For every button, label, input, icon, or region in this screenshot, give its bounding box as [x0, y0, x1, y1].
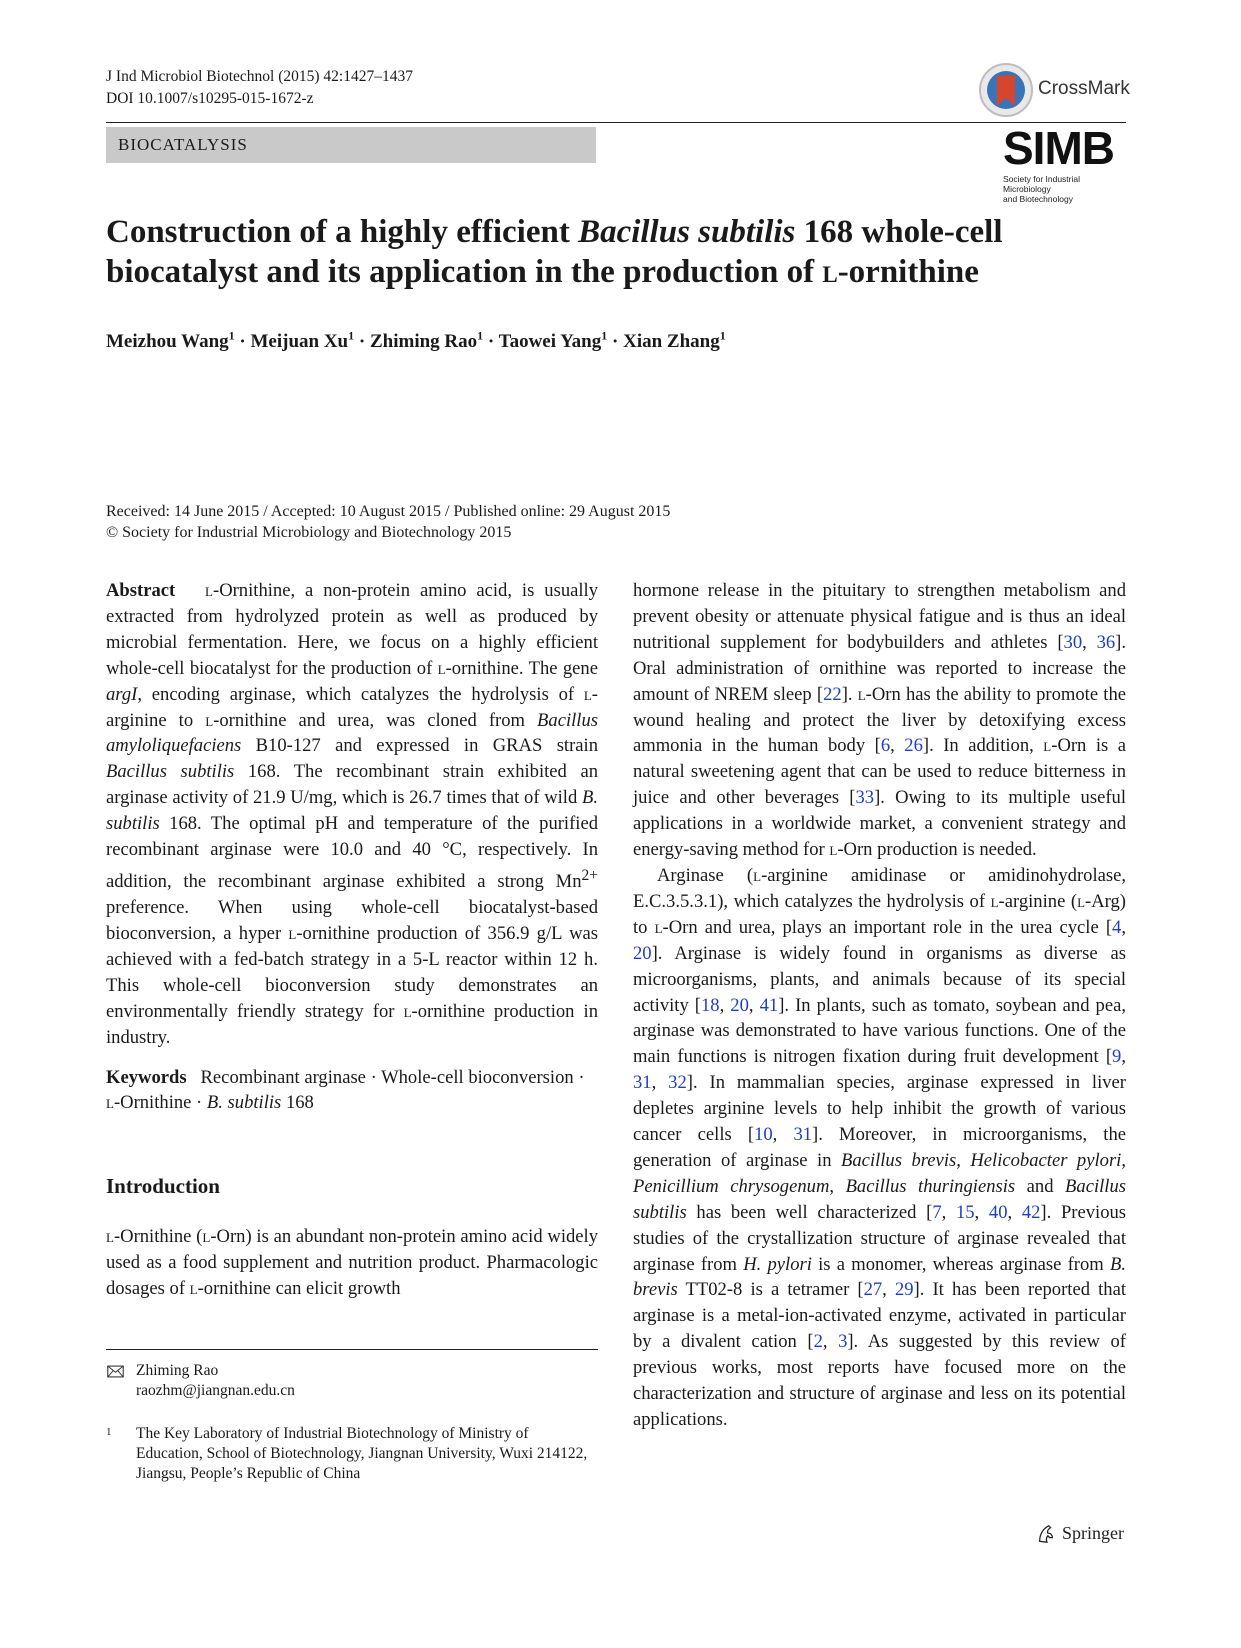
title-text: biocatalyst and its application in the production of	[106, 254, 823, 290]
intro-paragraph: l-Ornithine (l-Orn) is an abundant non-protein amino acid widely used as a food supplement and nutrition product. Pharmacologic dosages of l-ornithine can elicit growth	[106, 1226, 599, 1300]
header-rule	[106, 122, 1126, 123]
left-column	[106, 578, 598, 1302]
abstract-label: Abstract	[106, 580, 176, 601]
simb-logo	[1003, 122, 1128, 204]
citation-link[interactable]: 40	[988, 1201, 1008, 1223]
envelope-icon	[107, 1365, 124, 1378]
affiliation-text: The Key Laboratory of Industrial Biotechnology of Ministry of Education, School of Biotechnology, Jiangnan University, Wuxi 214122, Jiangsu, People’s Republic of China	[136, 1425, 588, 1482]
contact-email[interactable]: raozhm@jiangnan.edu.cn	[136, 1382, 295, 1399]
footnote-rule	[106, 1349, 598, 1350]
journal-line: J Ind Microbiol Biotechnol (2015) 42:1427–1437	[106, 68, 413, 85]
contact-name: Zhiming Rao	[136, 1362, 219, 1379]
title-text: -ornithine	[837, 254, 979, 290]
keywords-label: Keywords	[106, 1066, 187, 1088]
citation-link[interactable]: 15	[955, 1201, 975, 1223]
right-column	[633, 578, 1126, 1433]
title-text: Construction of a highly efficient	[106, 214, 579, 250]
springer-horse-icon	[1036, 1523, 1056, 1545]
crossmark-label: CrossMark	[1038, 78, 1130, 99]
title-prefix: l	[822, 254, 838, 290]
corresponding-author	[106, 1361, 598, 1401]
doi-line[interactable]: DOI 10.1007/s10295-015-1672-z	[106, 90, 314, 107]
author[interactable]: Meijuan Xu$^1$	[250, 329, 355, 353]
body-paragraph: Arginase (l-arginine amidinase or amidinohydrolase, E.C.3.5.3.1), which catalyzes the hydrolysis of l-arginine (l-Arg) to l-Orn and urea, plays an important role in the urea cycle [4, 20]. Arginase is widely found in organisms as diverse as microorganisms, plants, and animals because of its special activity [18, 20, 41]. In plants, such as tomato, soybean and pea, arginase was demonstrated to have various functions. One of the main functions is nitrogen fixation during fruit development [9, 31, 32]. In mammalian species, arginase expressed in liver depletes arginine levels to help inhibit the growth of various cancer cells [10, 31]. Moreover, in microorganisms, the generation of arginase in Bacillus brevis, Helicobacter pylori, Penicillium chrysogenum, Bacillus thuringiensis and Bacillus subtilis has been well characterized [7, 15, 40, 42]. Previous studies of the crystallization structure of arginase revealed that arginase from H. pylori is a monomer, whereas arginase from B. brevis TT02-8 is a tetramer [27, 29]. It has been reported that arginase is a metal-ion-activated enzyme, activated in particular by a divalent cation [2, 3]. As suggested by this review of previous works, most reports have focused more on the characterization and structure of arginase and less on its potential applications.	[633, 864, 1127, 1430]
citation-link[interactable]: 20	[633, 942, 652, 964]
author-list: Meizhou Wang$^1$ · Meijuan $Xu^1 \cdot Zhiming$ Rao$^1$ · Taowei Yang$^1$ · Xian Zhang$^1$	[106, 329, 726, 353]
citation-link[interactable]: 41	[759, 994, 779, 1016]
citation-link[interactable]: 18	[701, 994, 720, 1016]
dates-line: Received: 14 June 2015 / Accepted: 10 August 2015 / Published online: 29 August 2015	[106, 503, 671, 520]
citation-link[interactable]: 7	[932, 1201, 942, 1223]
publisher-logo	[1036, 1521, 1128, 1549]
citation-link[interactable]: 3	[838, 1331, 848, 1353]
crossmark-badge[interactable]	[978, 62, 1138, 122]
simb-name-line1: Society for Industrial Microbiology	[1003, 174, 1081, 194]
author[interactable]: Taowei Yang$^1$	[498, 329, 608, 353]
citation-link[interactable]: 22	[823, 683, 842, 705]
article-history	[106, 501, 670, 543]
body-paragraph: hormone release in the pituitary to strengthen metabolism and prevent obesity or attenuate physical fatigue and is thus an ideal nutritional supplement for bodybuilders and athletes [30, 36]. Oral administration of ornithine was reported to increase the amount of NREM sleep [22]. l-Orn has the ability to promote the wound healing and protect the liver by detoxifying excess ammonia in the human body [6, 26]. In addition, l-Orn is a natural sweetening agent that can be used to reduce bitterness in juice and other beverages [33]. Owing to its multiple useful applications in a worldwide market, a convenient strategy and energy-saving method for l-Orn production is needed.	[633, 580, 1127, 861]
citation-link[interactable]: 6	[880, 735, 891, 757]
author[interactable]: Meizhou Wang$^1$	[106, 329, 235, 353]
simb-name	[1003, 174, 1128, 204]
simb-wordmark: SIMB	[1003, 122, 1114, 174]
copyright-line: © Society for Industrial Microbiology and Biotechnology 2015	[106, 524, 512, 541]
simb-name-line2: and Biotechnology	[1003, 194, 1073, 204]
citation-link[interactable]: 33	[855, 787, 875, 809]
citation-link[interactable]: 31	[633, 1072, 652, 1094]
journal-citation	[106, 66, 413, 110]
title-species: Bacillus subtilis	[578, 214, 796, 250]
crossmark-icon	[978, 62, 1034, 118]
affiliation-footnote	[106, 1424, 598, 1484]
affiliation-number: 1	[106, 1426, 112, 1438]
publisher-name: Springer	[1062, 1523, 1124, 1543]
citation-link[interactable]: 26	[904, 735, 923, 757]
introduction-heading: Introduction	[106, 1174, 220, 1199]
article-title	[106, 212, 1126, 292]
abstract: Abstract l-Ornithine, a non-protein amino acid, is usually extracted from hydrolyzed protein as well as produced by microbial fermentation. Here, we focus on a highly efficient whole-cell biocatalyst for the production of l-ornithine. The gene argI, encoding arginase, which catalyzes the hydrolysis of l-arginine to l-ornithine and urea, was cloned from Bacillus amyloliquefaciens B10-127 and expressed in GRAS strain Bacillus subtilis 168. The recombinant strain exhibited an arginase activity of 21.9 U/mg, which is 26.7 times that of wild B. subtilis 168. The optimal pH and temperature of the purified recombinant arginase were 10.0 and 40 °C, respectively. In addition, the recombinant arginase exhibited a strong $Mn^{2+}$ preference. When using whole-cell biocatalyst-based bioconversion, a hyper l-ornithine production of 356.9 g/L was achieved with a fed-batch strategy in a 5-L reactor within 12 h. This whole-cell bioconversion study demonstrates an environmentally friendly strategy for l-ornithine production in industry.	[106, 580, 599, 1048]
citation-link[interactable]: 27	[863, 1279, 883, 1301]
citation-link[interactable]: 4	[1112, 916, 1122, 938]
section-label: BIOCATALYSIS	[106, 127, 596, 163]
citation-link[interactable]: 2	[813, 1331, 823, 1353]
citation-link[interactable]: 32	[668, 1072, 687, 1094]
title-text: 168 whole-cell	[795, 214, 1003, 250]
citation-link[interactable]: 10	[754, 1124, 773, 1146]
keywords: Keywords Recombinant arginase · Whole-cell bioconversion · l-Ornithine · B. subtilis 168	[106, 1066, 585, 1114]
citation-link[interactable]: 9	[1112, 1046, 1122, 1068]
citation-link[interactable]: 31	[793, 1124, 813, 1146]
citation-link[interactable]: 42	[1021, 1201, 1041, 1223]
citation-link[interactable]: 29	[894, 1279, 914, 1301]
author[interactable]: Xian Zhang$^1$	[623, 329, 726, 353]
citation-link[interactable]: 30	[1063, 631, 1083, 653]
citation-link[interactable]: 36	[1096, 631, 1116, 653]
author[interactable]: Zhiming Rao$^1$	[369, 329, 484, 353]
citation-link[interactable]: 20	[730, 994, 749, 1016]
